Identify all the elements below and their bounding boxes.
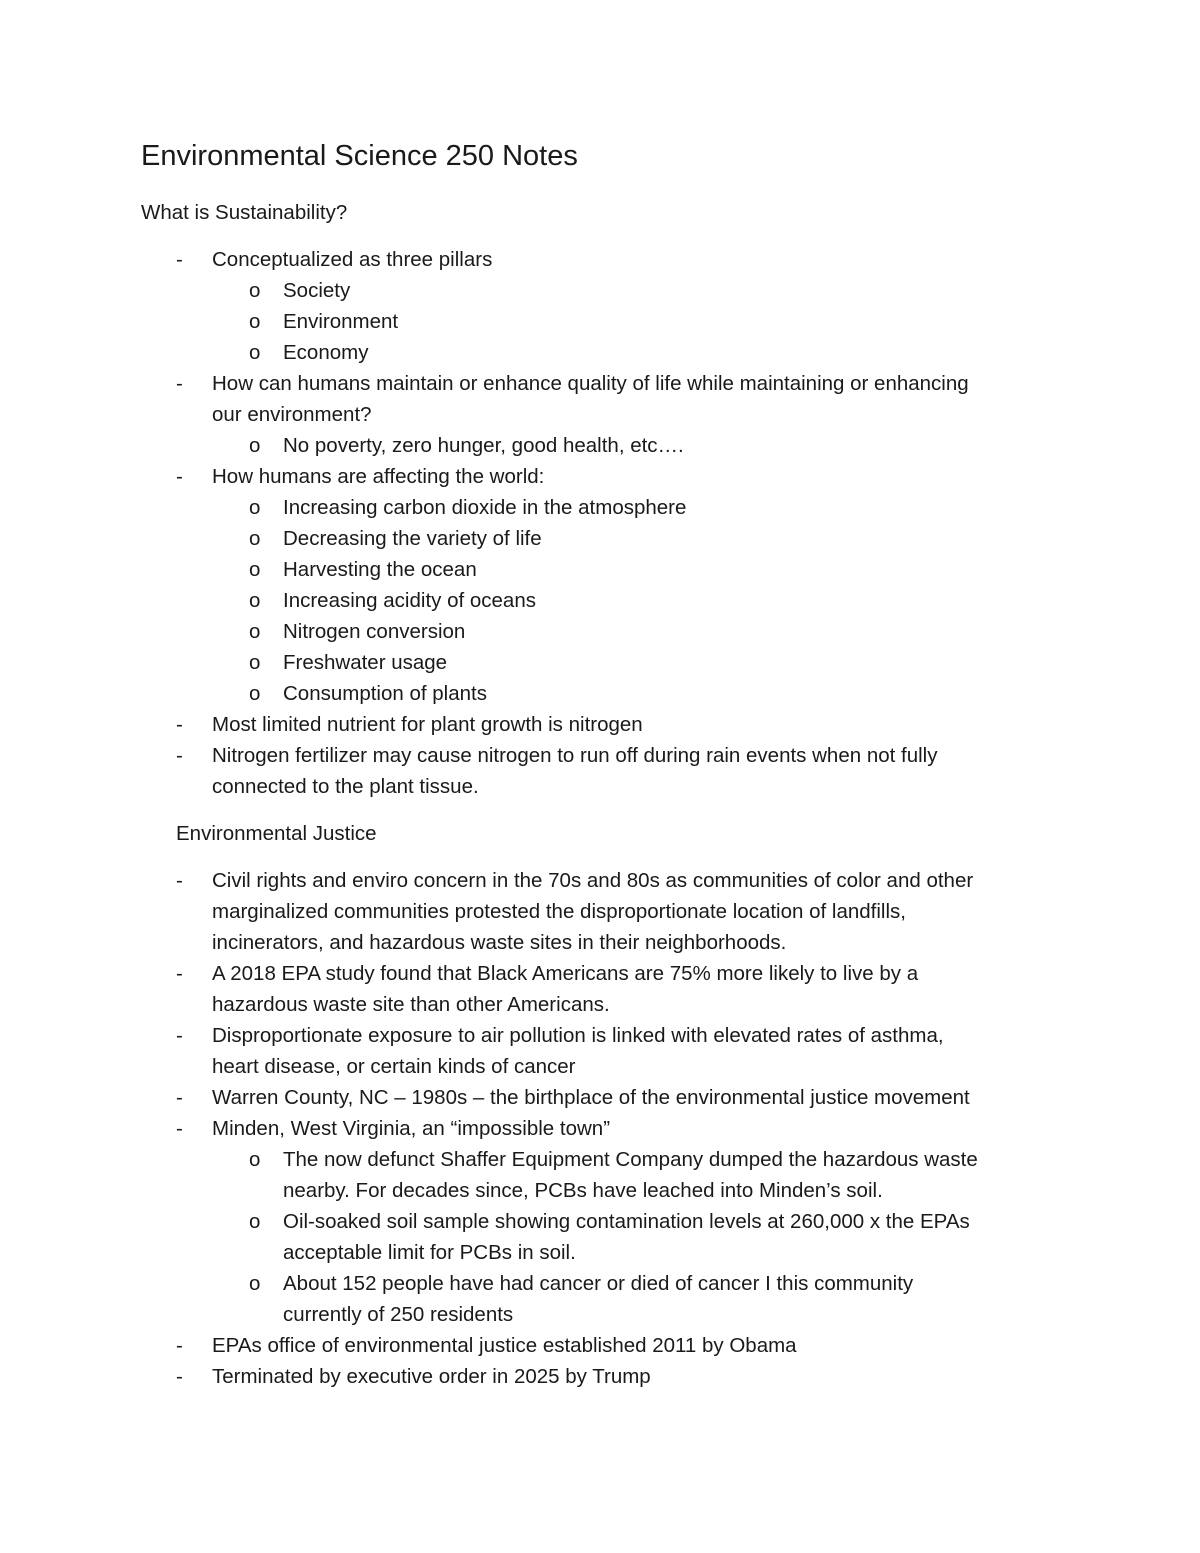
circle-bullet: o	[249, 496, 261, 519]
circle-bullet: o	[249, 434, 261, 457]
list-item: Conceptualized as three pillars	[212, 248, 493, 271]
sub-list-item: Freshwater usage	[283, 651, 448, 674]
circle-bullet: o	[249, 310, 261, 333]
dash-bullet: -	[176, 1024, 183, 1047]
section-heading-environmental-justice: Environmental Justice	[176, 822, 377, 845]
dash-bullet: -	[176, 713, 183, 736]
sub-list-item: Nitrogen conversion	[283, 620, 466, 643]
dash-bullet: -	[176, 962, 183, 985]
list-item: Civil rights and enviro concern in the 70s and 80s as communities of color and other	[212, 869, 974, 892]
dash-bullet: -	[176, 1117, 183, 1140]
list-item-continuation: our environment?	[212, 403, 372, 426]
sub-list-item: Society	[283, 279, 351, 302]
sub-list-item: No poverty, zero hunger, good health, etc….	[283, 434, 684, 457]
sub-list-item: The now defunct Shaffer Equipment Company dumped the hazardous waste	[283, 1148, 978, 1171]
list-item: Terminated by executive order in 2025 by Trump	[212, 1365, 651, 1388]
sub-list-item: Decreasing the variety of life	[283, 527, 542, 550]
dash-bullet: -	[176, 869, 183, 892]
list-item: Minden, West Virginia, an “impossible town”	[212, 1117, 611, 1140]
dash-bullet: -	[176, 465, 183, 488]
sub-list-item: Increasing acidity of oceans	[283, 589, 536, 612]
sub-list-item-continuation: currently of 250 residents	[283, 1303, 514, 1326]
circle-bullet: o	[249, 682, 261, 705]
dash-bullet: -	[176, 248, 183, 271]
circle-bullet: o	[249, 1210, 261, 1233]
list-item: How humans are affecting the world:	[212, 465, 545, 488]
dash-bullet: -	[176, 1334, 183, 1357]
dash-bullet: -	[176, 744, 183, 767]
circle-bullet: o	[249, 1272, 261, 1295]
sub-list-item: Consumption of plants	[283, 682, 487, 705]
sub-list-item: Increasing carbon dioxide in the atmosphere	[283, 496, 687, 519]
sub-list-item-continuation: nearby. For decades since, PCBs have leached into Minden’s soil.	[283, 1179, 883, 1202]
list-item: Nitrogen fertilizer may cause nitrogen to run off during rain events when not fully	[212, 744, 938, 767]
sub-list-item: Environment	[283, 310, 399, 333]
list-item-continuation: connected to the plant tissue.	[212, 775, 479, 798]
dash-bullet: -	[176, 1365, 183, 1388]
circle-bullet: o	[249, 589, 261, 612]
circle-bullet: o	[249, 620, 261, 643]
list-item-continuation: incinerators, and hazardous waste sites in their neighborhoods.	[212, 931, 787, 954]
list-item-continuation: marginalized communities protested the disproportionate location of landfills,	[212, 900, 906, 923]
circle-bullet: o	[249, 279, 261, 302]
list-item: How can humans maintain or enhance quality of life while maintaining or enhancing	[212, 372, 969, 395]
circle-bullet: o	[249, 341, 261, 364]
list-item: Most limited nutrient for plant growth is nitrogen	[212, 713, 643, 736]
circle-bullet: o	[249, 1148, 261, 1171]
dash-bullet: -	[176, 372, 183, 395]
circle-bullet: o	[249, 651, 261, 674]
list-item-continuation: hazardous waste site than other Americans.	[212, 993, 610, 1016]
sub-list-item: Harvesting the ocean	[283, 558, 477, 581]
circle-bullet: o	[249, 558, 261, 581]
sub-list-item-continuation: acceptable limit for PCBs in soil.	[283, 1241, 576, 1264]
list-item: Warren County, NC – 1980s – the birthplace of the environmental justice movement	[212, 1086, 970, 1109]
sub-list-item: Economy	[283, 341, 369, 364]
circle-bullet: o	[249, 527, 261, 550]
list-item: Disproportionate exposure to air pollution is linked with elevated rates of asthma,	[212, 1024, 944, 1047]
dash-bullet: -	[176, 1086, 183, 1109]
sub-list-item: Oil-soaked soil sample showing contamination levels at 260,000 x the EPAs	[283, 1210, 970, 1233]
list-item-continuation: heart disease, or certain kinds of cancer	[212, 1055, 576, 1078]
list-item: A 2018 EPA study found that Black Americans are 75% more likely to live by a	[212, 962, 919, 985]
section-heading-sustainability: What is Sustainability?	[141, 201, 348, 224]
list-item: EPAs office of environmental justice established 2011 by Obama	[212, 1334, 797, 1357]
page-title: Environmental Science 250 Notes	[141, 140, 578, 172]
sub-list-item: About 152 people have had cancer or died of cancer I this community	[283, 1272, 914, 1295]
